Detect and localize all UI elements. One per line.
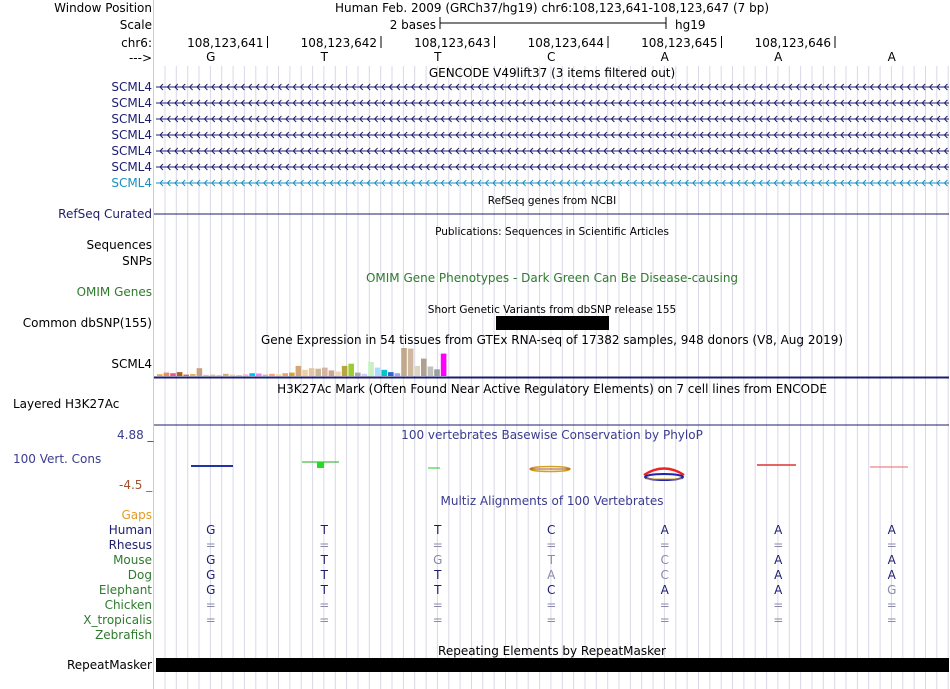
- multiz-base: =: [319, 613, 330, 627]
- multiz-base: C: [660, 568, 669, 582]
- multiz-base: A: [774, 553, 783, 567]
- gtex-tissue-bar: [164, 373, 170, 376]
- gtex-tissue-bar: [441, 354, 447, 376]
- reference-base: A: [887, 50, 896, 64]
- multiz-base: C: [547, 583, 556, 597]
- gencode-transcript-label[interactable]: SCML4: [111, 112, 152, 126]
- gencode-transcript-label[interactable]: SCML4: [111, 128, 152, 142]
- multiz-base: T: [320, 583, 328, 597]
- multiz-base: A: [660, 583, 669, 597]
- multiz-base: T: [434, 568, 442, 582]
- gtex-tissue-bar: [170, 373, 176, 376]
- multiz-base: A: [774, 568, 783, 582]
- multiz-base: =: [546, 538, 557, 552]
- multiz-base: G: [206, 583, 216, 597]
- multiz-base: =: [205, 598, 216, 612]
- multiz-base: =: [319, 598, 330, 612]
- ruler-position-label: 108,123,643: [414, 36, 491, 50]
- window-position-text: Human Feb. 2009 (GRCh37/hg19) chr6:108,123,641-108,123,647 (7 bp): [334, 1, 770, 15]
- multiz-base: G: [206, 553, 216, 567]
- multiz-base: G: [206, 523, 216, 537]
- gtex-tissue-bar: [322, 368, 328, 376]
- gtex-tissue-bar: [256, 374, 262, 377]
- multiz-base: T: [320, 568, 328, 582]
- gtex-tissue-bar: [157, 374, 163, 376]
- gencode-transcript-label[interactable]: SCML4: [111, 80, 152, 94]
- h3k27ac-title: H3K27Ac Mark (Often Found Near Active Regulatory Elements) on 7 cell lines from ENCODE: [277, 382, 827, 396]
- arrow-label: --->: [128, 51, 152, 65]
- gtex-tissue-bar: [388, 372, 394, 376]
- ruler-position-label: 108,123,645: [641, 36, 718, 50]
- repeatmasker-block: [156, 658, 949, 672]
- multiz-base: A: [774, 523, 783, 537]
- multiz-base: =: [886, 538, 897, 552]
- gtex-tissue-bar: [276, 374, 282, 376]
- multiz-species-label[interactable]: Elephant: [98, 583, 152, 597]
- multiz-base: A: [887, 568, 896, 582]
- multiz-base: =: [886, 613, 897, 627]
- multiz-base: =: [659, 598, 670, 612]
- gtex-tissue-bar: [223, 374, 229, 376]
- gencode-transcript-label[interactable]: SCML4: [111, 160, 152, 174]
- gtex-tissue-bar: [355, 373, 361, 376]
- gtex-tissue-bar: [177, 372, 183, 376]
- multiz-base: =: [432, 613, 443, 627]
- gtex-tissue-bar: [197, 368, 203, 376]
- repeatmasker-label[interactable]: RepeatMasker: [66, 658, 152, 672]
- gtex-tissue-bar: [309, 368, 315, 376]
- multiz-base: =: [205, 613, 216, 627]
- gtex-tissue-bar: [249, 373, 255, 376]
- multiz-base: =: [773, 613, 784, 627]
- gtex-tissue-bar: [342, 366, 348, 376]
- dbsnp-title: Short Genetic Variants from dbSNP release 155: [427, 304, 677, 316]
- multiz-base: =: [205, 538, 216, 552]
- multiz-base: A: [547, 568, 556, 582]
- multiz-species-label[interactable]: Chicken: [104, 598, 152, 612]
- phylop-score-mark: [317, 462, 324, 468]
- multiz-base: =: [773, 598, 784, 612]
- gtex-tissue-bar: [263, 375, 269, 376]
- multiz-base: G: [433, 553, 443, 567]
- multiz-base: =: [773, 538, 784, 552]
- gtex-tissue-bar: [190, 374, 196, 376]
- multiz-base: A: [887, 553, 896, 567]
- refseq-label[interactable]: RefSeq Curated: [58, 207, 152, 221]
- gtex-tissue-bar: [315, 369, 321, 376]
- ruler-position-label: 108,123,642: [300, 36, 377, 50]
- multiz-base: =: [546, 613, 557, 627]
- ruler-position-label: 108,123,646: [754, 36, 831, 50]
- multiz-base: T: [320, 553, 328, 567]
- publications-title: Publications: Sequences in Scientific Articles: [435, 226, 669, 238]
- gtex-tissue-bar: [243, 374, 249, 376]
- gtex-tissue-bar: [375, 368, 381, 376]
- gtex-tissue-bar: [348, 364, 354, 376]
- gtex-tissue-bar: [401, 348, 407, 376]
- publications-snps-label[interactable]: SNPs: [122, 254, 152, 268]
- scale-label: Scale: [119, 18, 152, 32]
- multiz-base: C: [547, 523, 556, 537]
- multiz-base: C: [660, 553, 669, 567]
- multiz-base: T: [547, 553, 555, 567]
- gtex-tissue-bar: [289, 373, 295, 376]
- gtex-tissue-bar: [381, 370, 387, 376]
- gencode-title[interactable]: GENCODE V49lift37 (3 items filtered out): [428, 66, 676, 80]
- ruler-position-label: 108,123,644: [527, 36, 604, 50]
- gtex-tissue-bar: [368, 362, 374, 376]
- reference-base: A: [660, 50, 669, 64]
- phylop-ymax: 4.88 _: [117, 428, 154, 442]
- reference-base: A: [774, 50, 783, 64]
- reference-base: T: [434, 50, 442, 64]
- reference-base: T: [320, 50, 328, 64]
- gtex-tissue-bar: [329, 370, 335, 376]
- omim-title: OMIM Gene Phenotypes - Dark Green Can Be Disease-causing: [365, 271, 739, 285]
- gtex-tissue-bar: [434, 369, 440, 376]
- multiz-base: =: [659, 613, 670, 627]
- gtex-label[interactable]: SCML4: [111, 357, 152, 371]
- chrom-label: chr6:: [121, 36, 152, 50]
- dbsnp-label[interactable]: Common dbSNP(155): [22, 316, 152, 330]
- dbsnp-variant-block: [496, 316, 609, 330]
- multiz-gaps-label: Gaps: [121, 508, 152, 522]
- gtex-tissue-bar: [236, 375, 242, 376]
- gtex-tissue-bar: [296, 366, 302, 376]
- multiz-base: A: [774, 583, 783, 597]
- multiz-base: =: [659, 538, 670, 552]
- multiz-base: =: [432, 598, 443, 612]
- multiz-base: T: [434, 523, 442, 537]
- multiz-species-label[interactable]: Dog: [127, 568, 152, 582]
- publications-sequences-label[interactable]: Sequences: [86, 238, 152, 252]
- multiz-base: =: [546, 598, 557, 612]
- gtex-tissue-bar: [183, 375, 189, 376]
- gtex-tissue-bar: [335, 372, 341, 377]
- omim-label[interactable]: OMIM Genes: [76, 285, 152, 299]
- window-position-label: Window Position: [54, 1, 152, 15]
- scale-text: 2 bases: [389, 18, 436, 32]
- phylop-ymin: -4.5 _: [119, 478, 153, 492]
- gtex-tissue-bar: [362, 374, 368, 376]
- multiz-base: =: [432, 538, 443, 552]
- gtex-tissue-bar: [210, 375, 216, 376]
- gtex-tissue-bar: [269, 374, 275, 376]
- multiz-base: T: [320, 523, 328, 537]
- gtex-tissue-bar: [408, 349, 414, 376]
- phylop-label[interactable]: 100 Vert. Cons: [13, 452, 102, 466]
- multiz-species-label[interactable]: Mouse: [113, 553, 152, 567]
- multiz-title: Multiz Alignments of 100 Vertebrates: [440, 494, 664, 508]
- multiz-base: G: [206, 568, 216, 582]
- repeatmasker-title: Repeating Elements by RepeatMasker: [438, 644, 666, 658]
- multiz-species-label[interactable]: Rhesus: [108, 538, 152, 552]
- multiz-base: T: [434, 583, 442, 597]
- gtex-tissue-bar: [421, 359, 427, 376]
- multiz-species-label[interactable]: X_tropicalis: [83, 613, 152, 627]
- ruler-position-label: 108,123,641: [187, 36, 264, 50]
- gencode-transcript-label[interactable]: SCML4: [111, 96, 152, 110]
- multiz-species-label[interactable]: Human: [108, 523, 152, 537]
- refseq-title: RefSeq genes from NCBI: [487, 195, 617, 207]
- gencode-transcript-label[interactable]: SCML4: [111, 144, 152, 158]
- multiz-base: =: [319, 538, 330, 552]
- h3k27ac-label[interactable]: Layered H3K27Ac: [13, 397, 120, 411]
- gtex-tissue-bar: [395, 373, 401, 376]
- gencode-transcript-label[interactable]: SCML4: [111, 176, 152, 190]
- reference-base: C: [547, 50, 556, 64]
- phylop-title: 100 vertebrates Basewise Conservation by PhyloP: [401, 428, 703, 442]
- gtex-title: Gene Expression in 54 tissues from GTEx RNA-seq of 17382 samples, 948 donors (V8, Aug 2019): [260, 333, 844, 347]
- gtex-tissue-bar: [428, 367, 434, 377]
- gtex-tissue-bar: [302, 370, 308, 376]
- gtex-tissue-bar: [203, 375, 209, 376]
- multiz-base: A: [660, 523, 669, 537]
- multiz-base: G: [887, 583, 897, 597]
- gtex-tissue-bar: [282, 373, 288, 376]
- reference-base: G: [206, 50, 216, 64]
- multiz-base: A: [887, 523, 896, 537]
- gtex-tissue-bar: [414, 366, 420, 376]
- multiz-base: =: [886, 598, 897, 612]
- multiz-species-label[interactable]: Zebrafish: [95, 628, 152, 642]
- gtex-tissue-bar: [216, 375, 222, 376]
- scale-assembly: hg19: [675, 18, 706, 32]
- gtex-tissue-bar: [230, 375, 236, 376]
